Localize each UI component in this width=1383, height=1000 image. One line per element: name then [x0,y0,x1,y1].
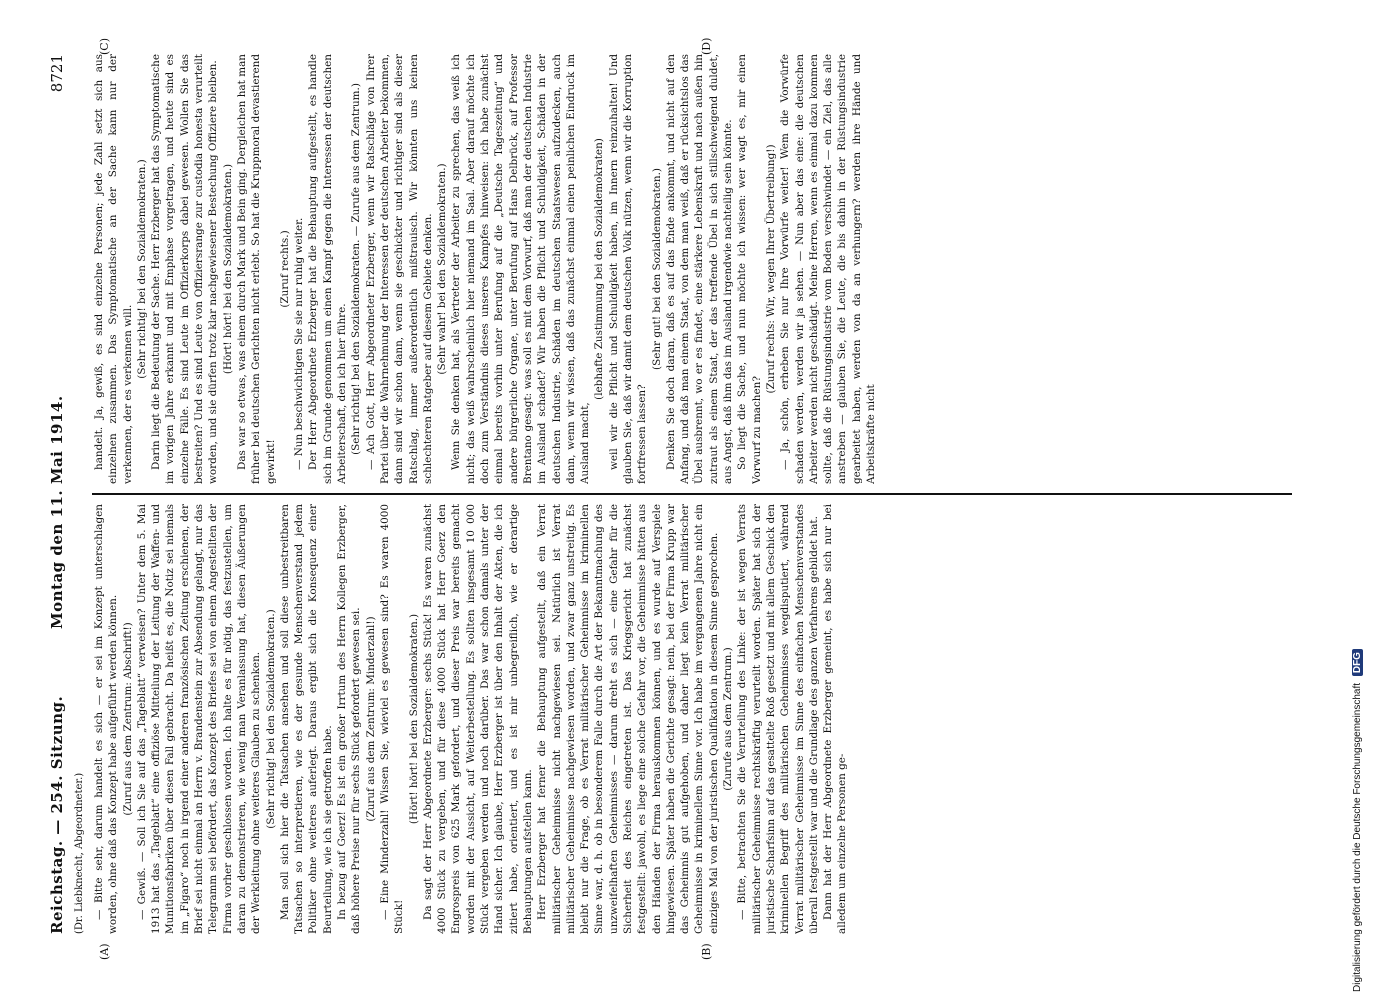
margin-mark-a: (A) [98,943,111,960]
left-column [92,504,1212,934]
speaker-note: (Dr. Liebknecht, Abgeordneter.) [74,772,85,934]
paragraph: Der Herr Abgeordnete Erzberger hat die Behauptung aufgestellt, es handle sich im Grunde genommen um einen Kampf gegen die Interessen der deutschen Arbeiterschaft, den ich hier führe. [307,54,349,484]
paragraph: (Sehr richtig! bei den Sozialdemokraten.) [135,159,148,379]
dfg-logo: DFG [1352,649,1363,676]
digitization-stamp [1352,649,1363,992]
paragraph: — Ach Gott, Herr Abgeordneter Erzberger, wenn wir Ratschläge von Ihrer Partei über die Wahrnehmung der Interessen der deutschen Arbeiter bekommen, dann sind wir schon dann, wenn sie geschickter und richtiger sind als dieser Ratschlag, immer außerordentlich mißtrauisch. Wir könnten uns keinen schlechteren Ratgeber auf diesem Gebiete denken. [364,54,434,484]
paragraph: (Zuruf aus dem Zentrum: Minderzahl!) [364,616,377,822]
paragraph: Denken Sie doch daran, daß es auf das Ende ankommt, und nicht auf den Anfang, und daß man einem Staat, von dem man weiß, daß er rücksichtslos das Übel ausbrennt, wo er es findet, eine stärkere Lebenskraft und nach außen hin zutraut als einem Staat, der das treffende Übel in sich stillschweigend duldet, aus Angst, daß ihm das im Ausland irgendwie nachteilig sein könnte. [664,54,735,484]
paragraph: Dann hat der Herr Abgeordnete Erzberger gemeint, es habe sich nur bei alledem um einzelne Personen ge- [822,504,849,934]
column-divider [92,493,1292,495]
paragraph: Herr Erzberger hat ferner die Behauptung aufgestellt, daß ein Verrat militärischer Geheimnisse nicht nachgewiesen sei. Natürlich ist Verrat militärischer Geheimnisse nachgewiesen worden, und zwar ganz unstreitig. Es bleibt nur die Frage, ob es Verrat militärischer Geheimnisse im kriminellen Sinne war, d. h. ob in besonderem Falle durch die Art der Bekanntmachung des unzweifelhaften Geheimnisses — darum dreht es sich — eine Gefahr für die Sicherheit des Reiches eingetreten ist. Das Kriegsgericht hat zunächst festgestellt: jawohl, es liege eine solche Gefahr vor, die Geheimnisse hätten aus den Händen der Firma herauskommen können, und es wurde auf Verspiele hingewiesen. Später haben die Gerichte gesagt: nein, bei der Firma Krupp war das Geheimnis gut aufgehoben, und daher liegt kein Verrat militärischer Geheimnisse in kriminellem Sinne vor. Ich habe im vergangenen Jahre nicht ein einziges Mal von der juristischen Qualifikation in diesem Sinne gesprochen. [536,504,720,934]
paragraph: — Eine Minderzahl! Wissen Sie, wieviel es gewesen sind? Es waren 4000 Stück! [378,504,406,934]
paragraph: (Sehr richtig! bei den Sozialdemokraten.) [264,609,277,829]
header-center: Montag den 11. Mai 1914. [48,395,66,629]
paragraph: — Nun beschwichtigen Sie sie nur ruhig weiter. [293,217,306,470]
paragraph: (Zuruf aus dem Zentrum: Abschrift!) [121,622,134,816]
paragraph: (Zuruf rechts.) [278,230,291,308]
paragraph: (Zurufe aus dem Zentrum.) [722,647,735,791]
paragraph: (Hört! hört! bei den Sozialdemokraten.) [407,613,420,825]
header-left: Reichstag. — 254. Sitzung. [48,695,66,934]
page-header [48,54,72,934]
paragraph: Wenn Sie denken hat, als Vertreter der Arbeiter zu sprechen, das weiß ich nicht; das weiß wahrscheinlich hier niemand im Saal. Aber darauf möchte ich doch zum Verständnis dieses unseres Kampfes hinweisen: ich habe zunächst einmal bereits vorhin unter Berufung auf die „Deutsche Tageszeitung“ und andere bürgerliche Organe, unter Berufung auf Hans Delbrück, auf Professor Brentano gesagt: was soll es mit dem Vorwurf, daß man der deutschen Industrie im Ausland schadet? Wir haben die Pflicht und Schuldigkeit, Schäden in der deutschen Industrie, Schäden im deutschen Staatswesen aufzudecken, auch dann, wenn wir wissen, daß das zunächst einmal einen peinlichen Eindruck im Ausland macht, [450,54,592,484]
paragraph: (Sehr richtig! bei den Sozialdemokraten. — Zurufe aus dem Zentrum.) [350,83,363,455]
paragraph: weil wir die Pflicht und Schuldigkeit haben, im Innern reinzuhalten! Und glauben Sie, daß wir damit dem deutschen Volk nützen, wenn wir die Korruption fortfressen lassen? [607,54,649,484]
paragraph: (Sehr wahr! bei den Sozialdemokraten.) [436,163,449,375]
paragraph: Man soll sich hier die Tatsachen ansehen und soll diese unbestreitbaren Tatsachen so interpretieren, wie es der gesunde Menschenverstand jedem Politiker ohne weiteres auferlegt. Daraus ergibt sich die Konsequenz einer Beurteilung, wie ich sie getroffen habe. [278,504,334,934]
paragraph: Darin liegt die Bedeutung der Sache. Herr Erzberger hat das Symptomatische im vorigen Jahre erkannt und mit Emphase vorgetragen, und heute sind es einzelne Fälle. Es sind Leute im Offizierkorps dabei gewesen. Wollen Sie das bestreiten? Und es sind Leute von Offiziersrange zur custodia honesta verurteilt worden, und sie dürfen trotz klar nachgewiesener Bestechung Offiziere bleiben. [150,54,220,484]
paragraph: (Zuruf rechts: Wir, wegen Ihrer Übertreibung!) [764,144,777,394]
paragraph: — Bitte sehr, darum handelt es sich — er sei im Konzept unterschlagen worden, ohne daß das Konzept habe aufgeführt werden können. [93,504,120,934]
margin-mark-c: (C) [98,38,111,55]
paragraph: (Sehr gut! bei den Sozialdemokraten.) [650,168,663,370]
margin-mark-d: (D) [700,37,713,55]
paragraph: — Ja, schön, erheben Sie nur Ihre Vorwürfe weiter! Wem die Vorwürfe schaden werden, werden wir ja sehen. — Nun aber das eine: die deutschen Arbeiter werden nicht geschädigt. Meine Herren, wenn es einmal dazu kommen sollte, daß die Rüstungsindustrie vom Boden verschwindet — ein Ziel, das alle anstreben — glauben Sie, die Leute, die bis dahin in der Rüstungsindustrie gearbeitet haben, werden von da an verhungern? werden ihre Hände und Arbeitskräfte nicht [779,54,878,484]
paragraph: In bezug auf Goerz! Es ist ein großer Irrtum des Herrn Kollegen Erzberger, daß höhere Preise nur für sechs Stück gefordert gewesen sei. [336,504,363,934]
paragraph: (lebhafte Zustimmung bei den Sozialdemokraten) [593,138,606,400]
paragraph: — Bitte, betrachten Sie die Verurteilung des Linke: der ist wegen Verrats militärischer Geheimnisse rechtskräftig verurteilt worden. Später hat sich der juristische Scharfsinn auf das gesattelte Roß gesetzt und mit allem Geschick den kriminellen Begriff des militärischen Geheimnisses wegdisputiert, während Verrat militärischer Geheimnisse im Sinne des einfachen Menschenverstandes überall festgestellt war und die Grundlage des ganzen Verfahrens gebildet hat. [736,504,820,934]
paragraph: Da sagt der Herr Abgeordnete Erzberger: sechs Stück! Es waren zunächst 4000 Stück zu vergeben, und für diese 4000 Stück hat Herr Goerz den Engrospreis von 625 Mark gefordert, und dieser Preis war bereits gemacht worden mit der Aussicht, auf Weiterbestellung. Es sollten insgesamt 10 000 Stück vergeben werden und noch darüber. Das war schon damals unter der Hand sicher. Ich glaube, Herr Erzberger ist über den Inhalt der Akten, die ich zitiert habe, orientiert, und es ist mir unbegreiflich, wie er derartige Behauptungen aufstellen kann. [421,504,534,934]
page-number: 8721 [48,54,66,93]
paragraph: Das war so etwas, was einem durch Mark und Bein ging. Dergleichen hat man früher bei deutschen Gerichten nicht erlebt. So hat die Kruppmoral devastierend gewirkt! [235,54,277,484]
paragraph: handelt. Ja, gewiß, es sind einzelne Personen; jede Zahl setzt sich aus einzelnen zusammen. Das Symptomatische an der Sache kann nur der verkennen, der es verkennen will. [93,54,134,484]
paragraph: So liegt die Sache, und nun möchte ich wissen: wer wagt es, mir einen Vorwurf zu machen? [736,54,763,484]
paragraph: (Hört! hört! bei den Sozialdemokraten.) [221,163,234,375]
digitization-note: Digitalisierung gefördert durch die Deutsche Forschungsgemeinschaft [1352,682,1363,992]
paragraph: — Gewiß. — Soll ich Sie auf das „Tageblatt“ verweisen? Unter dem 5. Mai 1913 hat das „Tageblatt“ eine offiziöse Mitteilung der Leitung der Waffen- und Munitionsfabriken über diesen Fall gebracht. Da heißt es, die Notiz sei niemals im „Figaro“ noch in irgend einer anderen französischen Zeitung erschienen, der Brief sei nicht einmal an Herrn v. Brandenstein zur Absendung gelangt, nur das Telegramm sei befördert, das Konzept des Briefes sei von einem Angestellten der Firma vorher geschlossen worden. Ich halte es für nötig, das festzustellen, um daran zu demonstrieren, wie wenig man Veranlassung hat, diesen Äußerungen der Werkleitung ohne weiteres Glauben zu schenken. [135,504,263,934]
margin-mark-b: (B) [700,943,713,960]
right-column [92,54,1212,484]
